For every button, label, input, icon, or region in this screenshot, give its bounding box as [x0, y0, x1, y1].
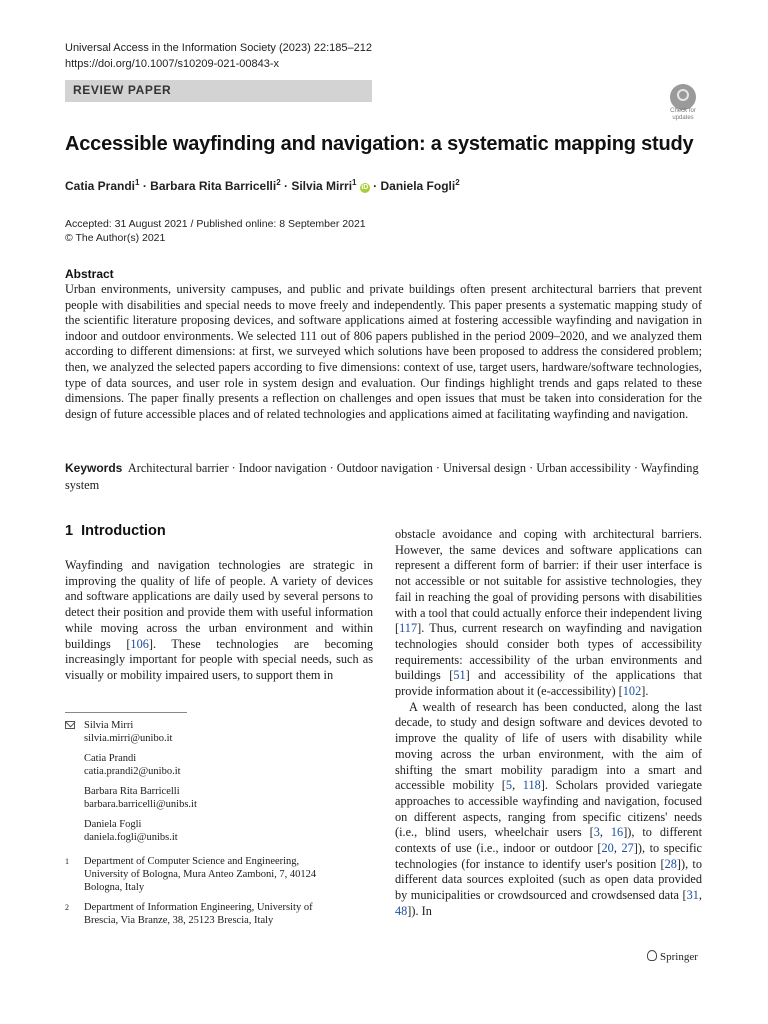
author-affiliation-mark: 2	[455, 178, 460, 187]
right-column	[395, 527, 702, 920]
contact-entry	[84, 752, 181, 778]
contact-email[interactable]: silvia.mirri@unibo.it	[84, 733, 173, 744]
intro-paragraph: Wayfinding and navigation technologies are strategic in improving the quality of life of people. A variety of devices and software applications are daily used by several persons to detect their position and provide them with useful information while moving across the urban environment and within buildings [106]. These technologies are becoming increasingly important for people with special needs, such as visually or mobility impaired users, to support them in	[65, 558, 373, 682]
publisher-logo	[647, 950, 698, 963]
doi-link[interactable]: https://doi.org/10.1007/s10209-021-00843-x	[65, 58, 280, 70]
journal-citation: Universal Access in the Information Society (2023) 22:185–212	[65, 42, 372, 54]
contact-name: Silvia Mirri	[84, 720, 134, 731]
paragraph: obstacle avoidance and coping with architectural barriers. However, the same devices and software applications can represent a different form of barrier: if their user interface is not accessible or not suitable for assistive technologies, they fail in reaching the goal of providing persons with disabilities with a tool that could actually enforce their independent living [117]. Thus, current research on wayfinding and navigation technologies should consider both types of accessibility requirements: accessibility of the urban environments and buildings [51] and accessibility of the applications that provide information about it (e-accessibility) [102].	[395, 527, 702, 699]
footnote-divider	[65, 712, 187, 713]
author-name: Silvia Mirri	[291, 179, 353, 193]
author-affiliation-mark: 2	[276, 178, 281, 187]
author-name: Catia Prandi	[65, 179, 136, 193]
citation-link[interactable]: 106	[130, 636, 149, 651]
check-for-updates-icon[interactable]	[663, 84, 703, 126]
affiliation-number: 1	[65, 857, 69, 866]
citation-link[interactable]: 3	[593, 825, 600, 840]
contact-name: Daniela Fogli	[84, 819, 142, 830]
author-affiliation-mark: 1	[135, 178, 140, 187]
author-name: Daniela Fogli	[380, 179, 456, 193]
author-list: Catia Prandi$^1$ · Barbara Rita Barricelli$^2$ · Silvia Mirri$^1$ iD · Daniela Fogli$^2$	[65, 178, 460, 193]
section-number: 1	[65, 523, 74, 539]
citation-link[interactable]: 28	[664, 856, 677, 871]
paragraph: A wealth of research has been conducted, along the last decade, to study and design software and devices devoted to improve the quality of life of users with disability while moving across the urban environment, with the aim of shifting the smart mobility paradigm into a smart and accessible mobility [5, 118]. Scholars provided variegate approaches to accessible wayfinding and navigation, focused on different aspects, ranging from specific citizens' needs (i.e., blind users, wheelchair users [3, 16]), to different contexts of use (i.e., indoor or outdoor [20, 27]), to specific technologies (for instance to identify user's position [28]), to different data sources exploited (such as open data provided by municipalities or crowdsourced and crowdsensed data [31, 48]). In	[395, 699, 702, 918]
orcid-icon[interactable]: iD	[361, 184, 369, 191]
author-affiliation-mark: 1	[352, 178, 357, 187]
contact-email[interactable]: catia.prandi2@unibo.it	[84, 766, 181, 777]
citation-link[interactable]: 20	[601, 841, 614, 856]
citation-link[interactable]: 117	[399, 621, 418, 636]
contact-entry	[84, 818, 178, 844]
citation-link[interactable]: 16	[610, 825, 624, 840]
citation-link[interactable]: 27	[621, 841, 634, 856]
citation-link[interactable]: 51	[453, 668, 466, 683]
contact-entry	[84, 719, 172, 745]
section-heading	[65, 523, 166, 539]
accepted-published: Accepted: 31 August 2021 / Published online: 8 September 2021	[65, 218, 366, 230]
contact-email[interactable]: barbara.barricelli@unibs.it	[84, 799, 197, 810]
affiliation-number: 2	[65, 903, 69, 912]
citation-link[interactable]: 5	[505, 778, 513, 793]
abstract-text: Urban environments, university campuses, and public and private buildings often present architectural barriers that prevent people with disabilities and special needs to move freely and independently. This paper presents a systematic mapping study of the scientific literature proposing devices, and software applications aimed at fostering accessible wayfinding and navigation in indoor and outdoor environments. We selected 111 out of 806 papers published in the period 2009–2020, and we analyzed them according to different dimensions: at first, we surveyed which solutions have been proposed to address the considered problem; then, we analyzed the selected papers according to five dimensions: context of use, target users, hardware/software technologies, type of data sources, and user role in system design and evaluation. Our findings highlight trends and gaps related to these dimensions. The paper finally presents a reflection on challenges and open issues that must be taken into consideration for the design of future accessible places and of related technologies and applications aimed at facilitating wayfinding and navigation.	[65, 282, 702, 421]
keywords-list: Architectural barrier · Indoor navigation · Outdoor navigation · Universal design · Urban accessibility · Wayfinding system	[65, 461, 699, 492]
citation-link[interactable]: 118	[522, 778, 541, 793]
citation-link[interactable]: 48	[395, 903, 408, 918]
journal-header	[65, 40, 372, 72]
citation-link[interactable]: 102	[622, 684, 642, 699]
copyright: © The Author(s) 2021	[65, 232, 166, 244]
keywords-label: Keywords	[65, 461, 123, 475]
paper-title: Accessible wayfinding and navigation: a systematic mapping study	[65, 133, 694, 155]
contact-name: Catia Prandi	[84, 753, 137, 764]
publication-dates	[65, 217, 366, 245]
author-name: Barbara Rita Barricelli	[150, 179, 277, 193]
springer-horse-icon	[647, 950, 657, 961]
publisher-name: Springer	[660, 951, 698, 963]
section-title: Introduction	[81, 523, 166, 539]
affiliation-text: Department of Computer Science and Engineering, University of Bologna, Mura Anteo Zamboni, 7, 40124 Bologna, Italy	[84, 856, 317, 893]
mail-icon	[65, 721, 75, 729]
article-type-banner: REVIEW PAPER	[65, 80, 372, 102]
badge-label: Check for updates	[670, 108, 696, 121]
keywords	[65, 460, 702, 494]
abstract-heading: Abstract	[65, 267, 114, 281]
contact-email[interactable]: daniela.fogli@unibs.it	[84, 832, 178, 843]
left-column	[65, 558, 373, 684]
contact-entry	[84, 785, 197, 811]
contact-name: Barbara Rita Barricelli	[84, 786, 180, 797]
affiliation-text: Department of Information Engineering, University of Brescia, Via Branze, 38, 25123 Brescia, Italy	[84, 902, 313, 926]
citation-link[interactable]: 31	[686, 888, 699, 903]
